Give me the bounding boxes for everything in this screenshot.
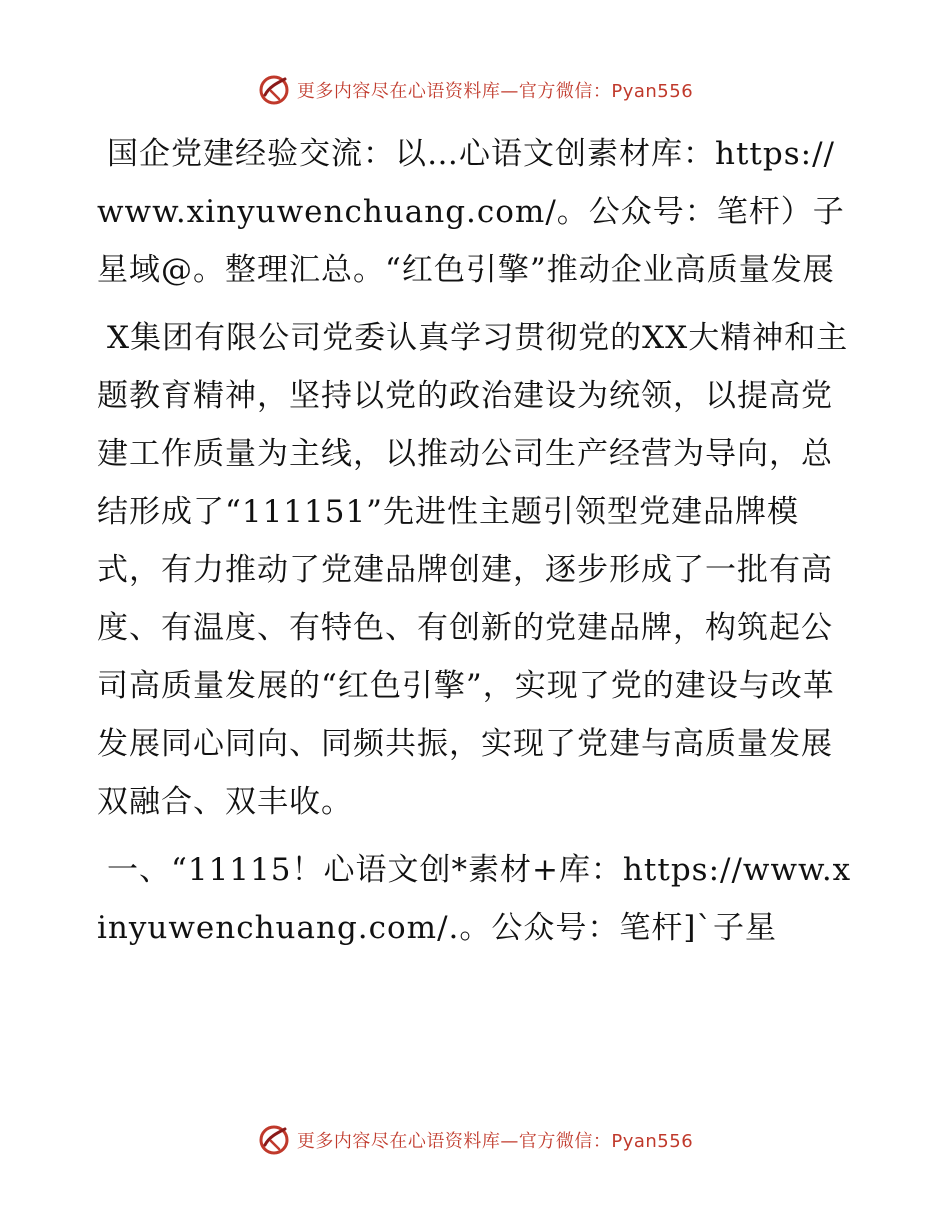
body-paragraph-1: X集团有限公司党委认真学习贯彻党的XX大精神和主题教育精神，坚持以党的政治建设为统领，以提高党建工作质量为主线，以推动公司生产经营为导向，总结形成了“111151”先进性主题引领型党建品牌模式，有力推动了党建品牌创建，逐步形成了一批有高度、有温度、有特色、有创新的党建品牌，构筑起公司高质量发展的“红色引擎”，实现了党的建设与改革发展同心同向、同频共振，实现了党建与高质量发展双融合、双丰收。 (97, 320, 849, 820)
footer-banner-main: 更多内容尽在心语资料库 (296, 1131, 501, 1152)
document-body (97, 125, 857, 967)
pen-swirl-logo-icon (257, 73, 291, 107)
footer-banner-text (297, 1127, 693, 1153)
header-banner-main: 更多内容尽在心语资料库 (296, 81, 501, 102)
title-paragraph: 国企党建经验交流：以…心语文创素材库：https://www.xinyuwenchuang.com/。公众号：笔杆）子星域@。整理汇总。“红色引擎”推动企业高质量发展 (97, 136, 845, 288)
footer-banner-handle: Pyan556 (611, 1131, 694, 1152)
header-banner-handle: Pyan556 (611, 81, 694, 102)
header-banner (0, 70, 950, 110)
header-banner-tail: 官方微信： (518, 81, 612, 102)
header-banner-dash: — (500, 81, 519, 102)
pen-swirl-logo-icon (257, 1123, 291, 1157)
footer-banner-tail: 官方微信： (518, 1131, 612, 1152)
footer-banner (0, 1120, 950, 1160)
footer-banner-dash: — (500, 1131, 519, 1152)
header-banner-text (297, 77, 693, 103)
body-paragraph-2: 一、“11115！心语文创*素材+库：https://www.xinyuwenchuang.com/.。公众号：笔杆]`子星 (97, 852, 852, 946)
